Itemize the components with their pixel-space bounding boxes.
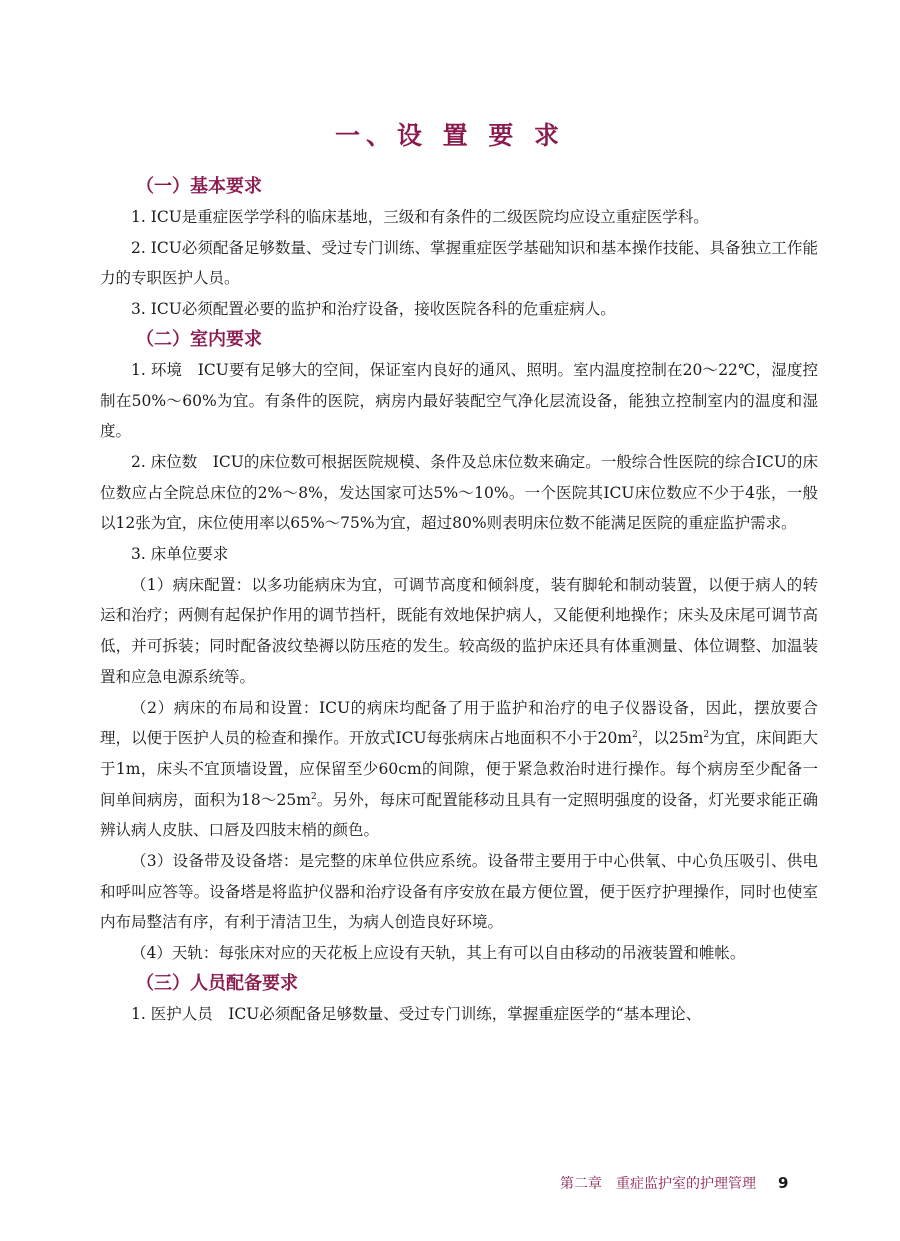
chapter-title: 第二章 重症监护室的护理管理	[560, 1176, 756, 1192]
paragraph-bed-layout	[100, 693, 818, 847]
section-title: 一、设 置 要 求	[334, 121, 566, 150]
paragraph: 1. 医护人员 ICU必须配备足够数量、受过专门训练，掌握重症医学的“基本理论、	[131, 1004, 702, 1023]
superscript: 2	[632, 730, 638, 741]
subsection-heading-basic: （一）基本要求	[136, 176, 262, 197]
subsection-heading-staffing: （三）人员配备要求	[136, 972, 298, 994]
paragraph: 2. 床位数 ICU的床位数可根据医院规模、条件及总床位数来确定。一般综合性医院的综合ICU的床位数应占全院总床位的2%～8%，发达国家可达5%～10%。一个医院其ICU床位数应不少于4张，一般以12张为宜，床位使用率以65%～75%为宜，超过80%则表明床位数不能满足医院的重症监护需求。	[100, 452, 818, 533]
paragraph: 1. ICU是重症医学学科的临床基地，三级和有条件的二级医院均应设立重症医学科。	[131, 208, 709, 226]
paragraph: 2. ICU必须配备足够数量、受过专门训练、掌握重症医学基础知识和基本操作技能、具备独立工作能力的专职医护人员。	[100, 238, 818, 288]
paragraph: 3. 床单位要求	[131, 545, 229, 564]
text-run: 。另外，每床可配置能移动且具有一定照明强度的设备，灯光要求能正确辨认病人皮肤、口唇及四肢末梢的颜色。	[100, 790, 818, 840]
paragraph: 3. ICU必须配置必要的监护和治疗设备，接收医院各科的危重症病人。	[131, 300, 616, 319]
paragraph: （1）病床配置：以多功能病床为宜，可调节高度和倾斜度，装有脚轮和制动装置，以便于病人的转运和治疗；两侧有起保护作用的调节挡杆，既能有效地保护病人，又能便利地操作；床头及床尾可调节高低，并可拆装；同时配备波纹垫褥以防压疮的发生。较高级的监护床还具有体重测量、体位调整、加温装置和应急电源系统等。	[100, 575, 818, 686]
text-run: ，以25m	[637, 729, 704, 748]
superscript: 2	[310, 791, 317, 802]
page-footer	[560, 1173, 840, 1193]
paragraph: （4）天轨：每张床对应的天花板上应设有天轨，其上有可以自由移动的吊液装置和帷帐。	[131, 944, 746, 963]
text-run: 为宜，床间距大于1m，床头不宜顶墙设置，应保留至少60cm的间隙，便于紧急救治时进行操作。每个病房至少配备一间单间病房，面积为18～25m	[100, 729, 818, 809]
body-content	[100, 172, 818, 1030]
page-number: 9	[778, 1174, 789, 1192]
superscript: 2	[703, 730, 710, 741]
text-run: （2）病床的布局和设置：ICU的病床均配备了用于监护和治疗的电子仪器设备，因此，摆放要合理，以便于医护人员的检查和操作。开放式ICU每张病床占地面积不小于20m	[100, 698, 818, 748]
subsection-heading-indoor: （二）室内要求	[136, 328, 262, 350]
paragraph: 1. 环境 ICU要有足够大的空间，保证室内良好的通风、照明。室内温度控制在20～22℃，湿度控制在50%～60%为宜。有条件的医院，病房内最好装配空气净化层流设备，能独立控制室内的温度和湿度。	[100, 360, 818, 441]
paragraph: （3）设备带及设备塔：是完整的床单位供应系统。设备带主要用于中心供氧、中心负压吸引、供电和呼叫应答等。设备塔是将监护仪器和治疗设备有序安放在最方便位置，便于医疗护理操作，同时也使室内布局整洁有序，有利于清洁卫生，为病人创造良好环境。	[100, 852, 818, 932]
